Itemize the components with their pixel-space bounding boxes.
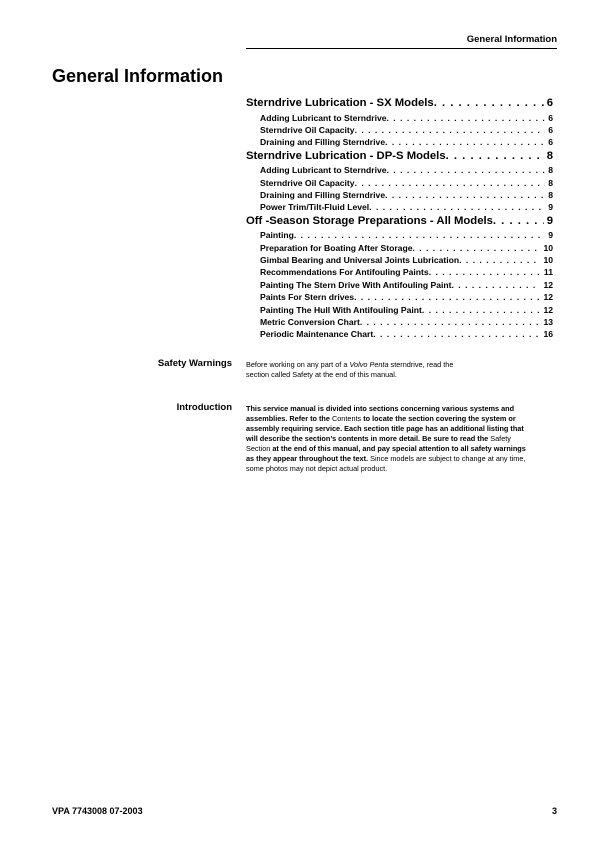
toc-subsection-entry xyxy=(246,177,553,189)
toc-entry-page: 8 xyxy=(546,149,553,162)
toc-entry-page: 11 xyxy=(543,267,553,278)
toc-entry-title: Sterndrive Oil Capacity xyxy=(260,177,355,188)
toc-leader-dots xyxy=(434,96,544,112)
toc-entry-page: 6 xyxy=(548,137,553,148)
toc-subsection-entry xyxy=(246,291,553,303)
toc-entry-title: Draining and Filling Sterndrive xyxy=(260,137,386,148)
toc-entry-page: 6 xyxy=(548,124,553,135)
toc-entry-title: Draining and Filling Sterndrive xyxy=(260,189,386,200)
safety-warnings-text: Before working on any part of a Volvo Penta sterndrive, read the section called Safety at the end of this manual. xyxy=(246,360,454,379)
toc-subsection-entry xyxy=(246,136,553,148)
toc-leader-dots xyxy=(429,266,541,278)
toc-entry-page: 13 xyxy=(543,316,553,327)
toc-subsection-entry xyxy=(246,254,553,266)
toc-entry-page: 12 xyxy=(543,292,553,303)
toc-leader-dots xyxy=(452,279,541,291)
toc-leader-dots xyxy=(459,254,540,266)
toc-subsection-entry xyxy=(246,279,553,291)
toc-entry-title: Off -Season Storage Preparations - All Models xyxy=(246,214,493,227)
toc-subsection-entry xyxy=(246,112,553,124)
toc-leader-dots xyxy=(373,328,540,340)
toc-leader-dots xyxy=(446,149,544,165)
toc-section-entry xyxy=(246,96,553,112)
toc-entry-page: 12 xyxy=(543,279,553,290)
toc-subsection-entry xyxy=(246,304,553,316)
toc-leader-dots xyxy=(385,189,545,201)
toc-entry-page: 8 xyxy=(548,165,553,176)
toc-entry-title: Paints For Stern drives xyxy=(260,292,355,303)
toc-entry-page: 6 xyxy=(548,112,553,123)
toc-subsection-entry xyxy=(246,189,553,201)
running-header: General Information xyxy=(466,34,557,45)
toc-entry-title: Gimbal Bearing and Universal Joints Lubrication xyxy=(260,255,460,266)
toc-subsection-entry xyxy=(246,201,553,213)
toc-leader-dots xyxy=(355,177,546,189)
toc-leader-dots xyxy=(385,136,545,148)
toc-leader-dots xyxy=(294,229,545,241)
table-of-contents xyxy=(246,96,553,341)
toc-section-entry xyxy=(246,214,553,230)
toc-leader-dots xyxy=(355,124,546,136)
toc-entry-title: Sterndrive Lubrication - DP-S Models xyxy=(246,149,446,162)
toc-entry-page: 10 xyxy=(543,255,553,266)
toc-section-entry xyxy=(246,149,553,165)
toc-leader-dots xyxy=(354,291,540,303)
toc-leader-dots xyxy=(412,242,540,254)
toc-entry-title: Preparation for Boating After Storage xyxy=(260,242,413,253)
toc-subsection-entry xyxy=(246,328,553,340)
toc-entry-page: 16 xyxy=(543,329,553,340)
toc-subsection-entry xyxy=(246,229,553,241)
toc-leader-dots xyxy=(387,164,546,176)
toc-entry-page: 6 xyxy=(546,97,553,109)
toc-entry-title: Recommendations For Antifouling Paints xyxy=(260,267,429,278)
toc-entry-page: 9 xyxy=(548,230,553,241)
toc-leader-dots xyxy=(422,304,541,316)
header-rule xyxy=(246,48,557,49)
toc-entry-title: Sterndrive Oil Capacity xyxy=(260,124,355,135)
toc-subsection-entry xyxy=(246,164,553,176)
toc-leader-dots xyxy=(493,214,544,230)
toc-entry-title: Adding Lubricant to Sterndrive xyxy=(260,112,387,123)
toc-entry-title: Sterndrive Lubrication - SX Models xyxy=(246,97,434,109)
safety-warnings-label: Safety Warnings xyxy=(157,358,232,369)
toc-entry-page: 9 xyxy=(548,202,553,213)
page-title: General Information xyxy=(52,66,224,86)
toc-leader-dots xyxy=(369,201,545,213)
toc-entry-page: 10 xyxy=(543,242,553,253)
toc-entry-title: Painting The Hull With Antifouling Paint xyxy=(260,304,422,315)
toc-entry-title: Power Trim/Tilt-Fluid Level xyxy=(260,202,370,213)
toc-entry-title: Painting xyxy=(260,230,294,241)
introduction-text: This service manual is divided into sections concerning various systems and assemblies. Refer to the Contents to locate the section covering the system or assembly requiring service. Each section title page has an additional listing that will describe the section’s contents in more detail. Be sure to read the Safety Section at the end of this manual, and pay special attention to all safety warnings as they appear throughout the text. Since models are subject to change at any time, some photos may not depict actual product. xyxy=(246,404,526,473)
toc-entry-page: 8 xyxy=(548,189,553,200)
toc-leader-dots xyxy=(360,316,541,328)
toc-subsection-entry xyxy=(246,242,553,254)
toc-subsection-entry xyxy=(246,124,553,136)
toc-entry-title: Periodic Maintenance Chart xyxy=(260,329,374,340)
toc-entry-title: Painting The Stern Drive With Antifouling Paint xyxy=(260,279,452,290)
toc-leader-dots xyxy=(387,112,546,124)
toc-entry-title: Metric Conversion Chart xyxy=(260,316,360,327)
page-number: 3 xyxy=(551,806,557,816)
introduction-label: Introduction xyxy=(176,402,232,413)
toc-subsection-entry xyxy=(246,266,553,278)
toc-entry-page: 9 xyxy=(546,214,553,227)
toc-entry-title: Adding Lubricant to Sterndrive xyxy=(260,165,387,176)
toc-entry-page: 8 xyxy=(548,177,553,188)
document-id: VPA 7743008 07-2003 xyxy=(52,806,143,816)
toc-subsection-entry xyxy=(246,316,553,328)
toc-entry-page: 12 xyxy=(543,304,553,315)
